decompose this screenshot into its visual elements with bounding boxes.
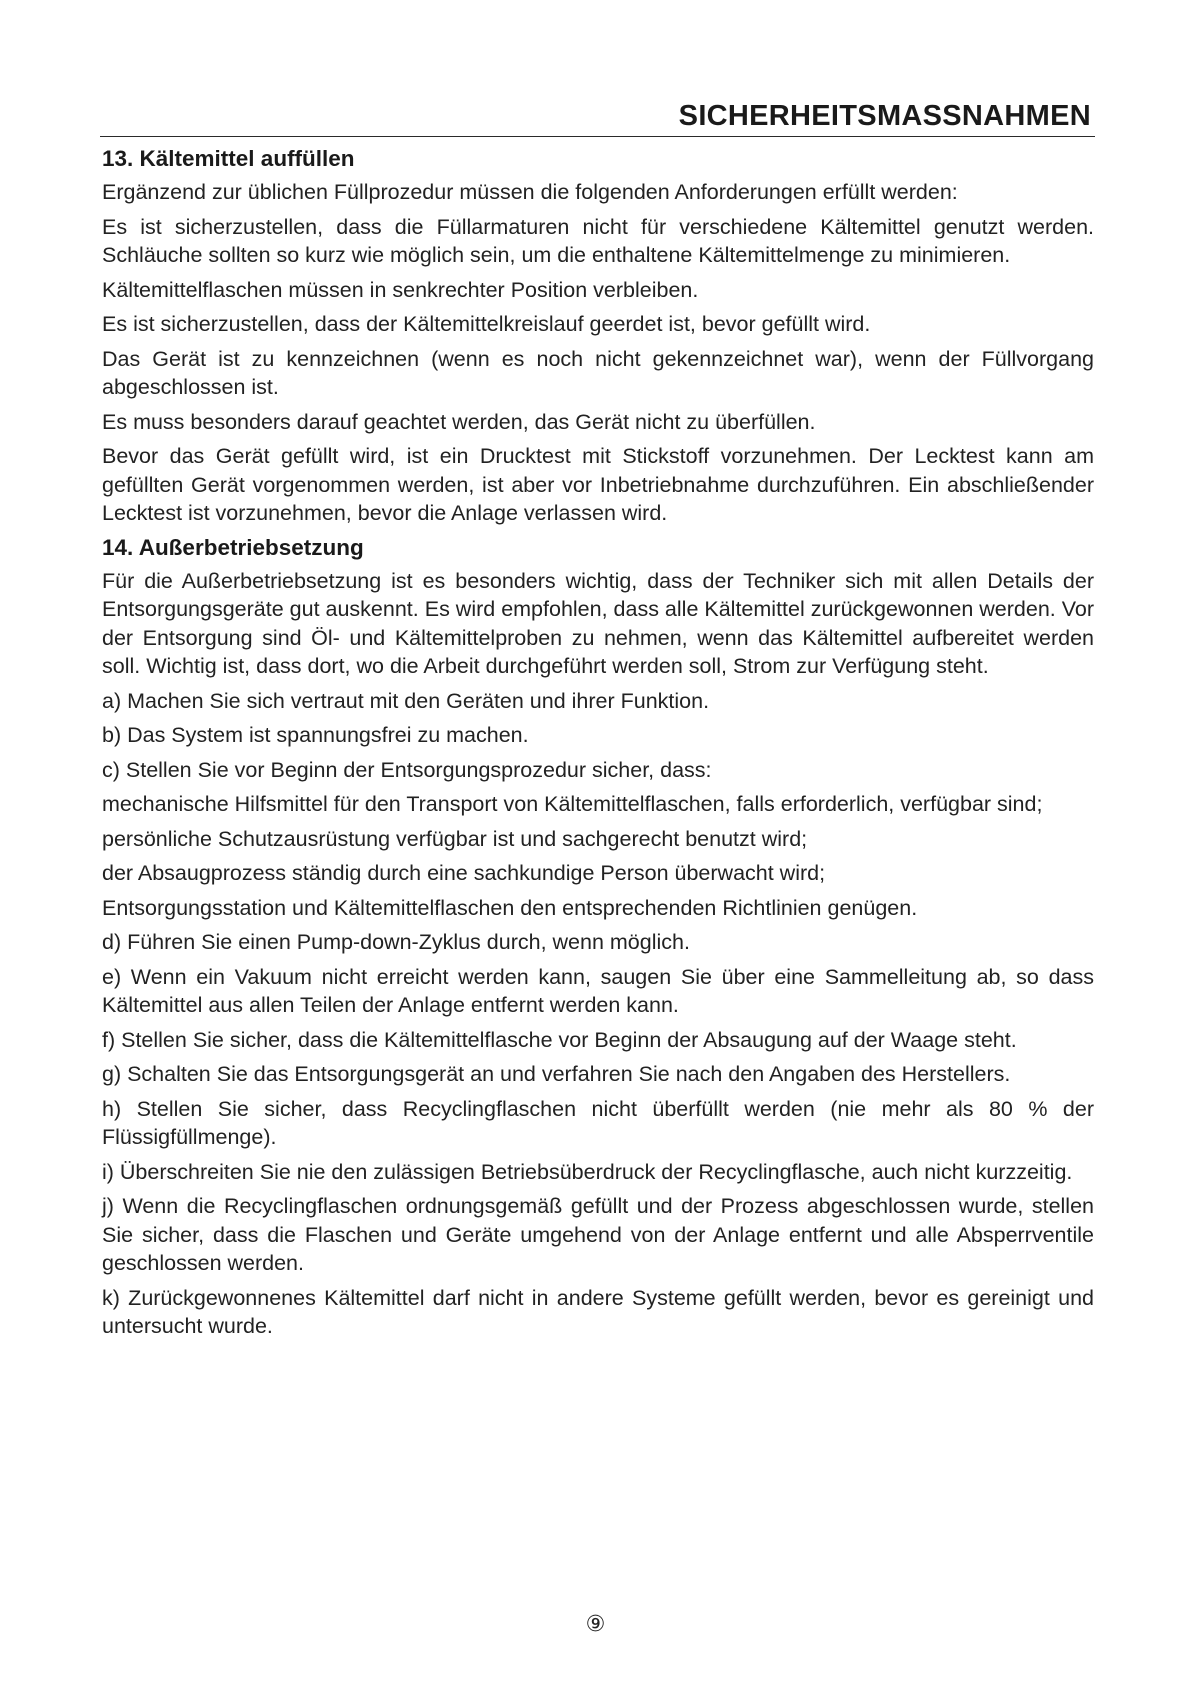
section-14-item: h) Stellen Sie sicher, dass Recyclingflaschen nicht überfüllt werden (nie mehr als 80 % der Flüssigfüllmenge). <box>102 1096 1094 1149</box>
section-14-item: g) Schalten Sie das Entsorgungsgerät an und verfahren Sie nach den Angaben des Herstellers. <box>102 1062 1011 1086</box>
section-13-paragraph: Ergänzend zur üblichen Füllprozedur müssen die folgenden Anforderungen erfüllt werden: <box>102 180 958 204</box>
section-13-paragraph: Kältemittelflaschen müssen in senkrechter Position verbleiben. <box>102 277 699 302</box>
section-14-item: e) Wenn ein Vakuum nicht erreicht werden kann, saugen Sie über eine Sammelleitung ab, so dass Kältemittel aus allen Teilen der Anlage entfernt werden kann. <box>102 964 1094 1017</box>
section-14-item: der Absaugprozess ständig durch eine sachkundige Person überwacht wird; <box>102 861 826 885</box>
page-number: ⑨ <box>585 1611 606 1636</box>
section-14-item: i) Überschreiten Sie nie den zulässigen Betriebsüberdruck der Recyclingflasche, auch nicht kurzzeitig. <box>102 1159 1073 1184</box>
section-14-item: j) Wenn die Recyclingflaschen ordnungsgemäß gefüllt und der Prozess abgeschlossen wurde, stellen Sie sicher, dass die Flaschen und Geräte umgehend von der Anlage entfernt und alle Absperrventile geschlossen werden. <box>102 1194 1094 1275</box>
page-content <box>102 145 1094 1347</box>
section-14-item: mechanische Hilfsmittel für den Transport von Kältemittelflaschen, falls erforderlich, verfügbar sind; <box>102 792 1043 816</box>
section-14-item: b) Das System ist spannungsfrei zu machen. <box>102 723 529 747</box>
section-14-item: persönliche Schutzausrüstung verfügbar ist und sachgerecht benutzt wird; <box>102 826 808 851</box>
section-13-paragraph: Es muss besonders darauf geachtet werden, das Gerät nicht zu überfüllen. <box>102 409 816 434</box>
section-14-item: Entsorgungsstation und Kältemittelflaschen den entsprechenden Richtlinien genügen. <box>102 895 918 920</box>
section-14-item: f) Stellen Sie sicher, dass die Kältemittelflasche vor Beginn der Absaugung auf der Waage steht. <box>102 1027 1017 1052</box>
section-14-title: 14. Außerbetriebsetzung <box>102 534 364 560</box>
section-14-item: d) Führen Sie einen Pump-down-Zyklus durch, wenn möglich. <box>102 930 690 954</box>
section-13-paragraph: Bevor das Gerät gefüllt wird, ist ein Drucktest mit Stickstoff vorzunehmen. Der Lecktest kann am gefüllten Gerät vorgenommen werden, ist aber vor Inbetriebnahme durchzuführen. Ein abschließender Lecktest ist vorzunehmen, bevor die Anlage verlassen wird. <box>102 444 1094 525</box>
page-header <box>100 96 1095 137</box>
section-13-paragraph: Es ist sicherzustellen, dass die Füllarmaturen nicht für verschiedene Kältemittel genutzt werden. Schläuche sollten so kurz wie möglich sein, um die enthaltene Kältemittelmenge zu minimieren. <box>102 214 1094 267</box>
section-13-paragraph: Das Gerät ist zu kennzeichnen (wenn es noch nicht gekennzeichnet war), wenn der Füllvorgang abgeschlossen ist. <box>102 346 1094 399</box>
section-14-item: k) Zurückgewonnenes Kältemittel darf nicht in andere Systeme gefüllt werden, bevor es gereinigt und untersucht wurde. <box>102 1285 1094 1338</box>
section-14-item: a) Machen Sie sich vertraut mit den Geräten und ihrer Funktion. <box>102 688 710 713</box>
header-title: SICHERHEITSMASSNAHMEN <box>678 100 1091 132</box>
section-14-intro: Für die Außerbetriebsetzung ist es besonders wichtig, dass der Techniker sich mit allen Details der Entsorgungsgeräte gut auskennt. Es wird empfohlen, dass alle Kältemittel zurückgewonnen werden. Vor der Entsorgung sind Öl- und Kältemittelproben zu nehmen, wenn das Kältemittel aufbereitet werden soll. Wichtig ist, dass dort, wo die Arbeit durchgeführt werden soll, Strom zur Verfügung steht. <box>102 568 1094 678</box>
section-14-item: c) Stellen Sie vor Beginn der Entsorgungsprozedur sicher, dass: <box>102 757 712 782</box>
section-13-paragraph: Es ist sicherzustellen, dass der Kältemittelkreislauf geerdet ist, bevor gefüllt wird. <box>102 312 871 336</box>
section-13-title: 13. Kältemittel auffüllen <box>102 146 355 171</box>
